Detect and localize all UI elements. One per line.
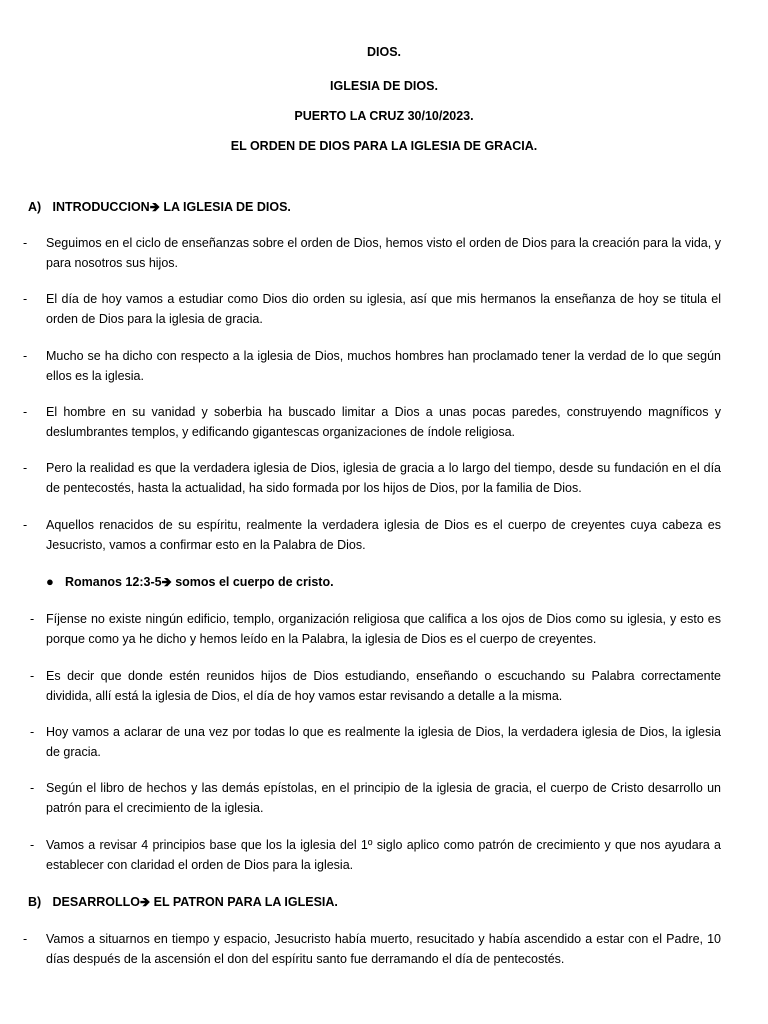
paragraph-11: Vamos a revisar 4 principios base que los la iglesia del 1º siglo aplico como patrón de crecimiento y que nos ayudara a establecer con claridad el orden de Dios para la iglesia. xyxy=(46,838,721,872)
bible-reference: Romanos 12:3-5 xyxy=(65,575,162,589)
section-b-letter: B) xyxy=(28,895,42,909)
section-b-title: DESARROLLO xyxy=(52,895,140,909)
dash-marker: - xyxy=(23,292,28,306)
dash-marker: - xyxy=(23,461,28,475)
paragraph-1: Seguimos en el ciclo de enseñanzas sobre el orden de Dios, hemos visto el orden de Dios para la creación para la vida, y para nosotros sus hijos. xyxy=(46,236,721,270)
paragraph-4: El hombre en su vanidad y soberbia ha buscado limitar a Dios a unas pocas paredes, construyendo magníficos y deslumbrantes templos, y edificando gigantescas organizaciones de índole religiosa. xyxy=(46,405,721,439)
paragraph-7: Fíjense no existe ningún edificio, templo, organización religiosa que califica a los ojos de Dios como su iglesia, y esto es porque como ya he dicho y hemos leído en la Palabra, la iglesia de Dios es el cuerpo de creyentes. xyxy=(46,612,721,646)
dash-marker: - xyxy=(30,669,35,683)
dash-marker: - xyxy=(23,932,28,946)
arrow-right-icon: 🡺 xyxy=(149,199,160,214)
paragraph-12: Vamos a situarnos en tiempo y espacio, Jesucristo había muerto, resucitado y había ascendido a estar con el Padre, 10 días después de la ascensión el don del espíritu santo fue derramando el día de pentecostés. xyxy=(46,932,721,966)
bible-reference-bullet xyxy=(46,574,334,590)
dash-marker: - xyxy=(23,518,28,532)
paragraph-5: Pero la realidad es que la verdadera iglesia de Dios, iglesia de gracia a lo largo del tiempo, desde su fundación en el día de pentecostés, hasta la actualidad, ha sido formada por los hijos de Dios, por la familia de Dios. xyxy=(46,461,721,495)
dash-marker: - xyxy=(23,349,28,363)
dash-marker: - xyxy=(30,612,35,626)
paragraph-10: Según el libro de hechos y las demás epístolas, en el principio de la iglesia de gracia, el cuerpo de Cristo desarrollo un patrón para el crecimiento de la iglesia. xyxy=(46,781,721,815)
bible-reference-text: somos el cuerpo de cristo. xyxy=(171,575,334,589)
dash-marker: - xyxy=(30,725,35,739)
header-line-3: PUERTO LA CRUZ 30/10/2023. xyxy=(294,109,474,123)
arrow-right-icon: 🡺 xyxy=(139,894,151,909)
dash-marker: - xyxy=(23,405,28,419)
section-a-letter: A) xyxy=(28,200,42,214)
bullet-icon: ● xyxy=(46,574,54,589)
paragraph-8: Es decir que donde estén reunidos hijos de Dios estudiando, enseñando o escuchando su Palabra correctamente dividida, allí está la iglesia de Dios, el día de hoy vamos estar revisando a detalle a la misma. xyxy=(46,669,721,703)
header-line-1: DIOS. xyxy=(366,45,402,59)
section-a-heading xyxy=(28,199,291,215)
arrow-right-icon: 🡺 xyxy=(161,574,172,589)
section-b-subtitle: EL PATRON PARA LA IGLESIA. xyxy=(150,895,338,909)
paragraph-2: El día de hoy vamos a estudiar como Dios dio orden su iglesia, así que mis hermanos la enseñanza de hoy se titula el orden de Dios para la iglesia de gracia. xyxy=(46,292,721,326)
dash-marker: - xyxy=(30,781,35,795)
dash-marker: - xyxy=(23,236,28,250)
section-a-title: INTRODUCCION xyxy=(52,200,150,214)
section-a-subtitle: LA IGLESIA DE DIOS. xyxy=(159,200,291,214)
paragraph-9: Hoy vamos a aclarar de una vez por todas lo que es realmente la iglesia de Dios, la verdadera iglesia de Dios, la iglesia de gracia. xyxy=(46,725,721,759)
dash-marker: - xyxy=(30,838,35,852)
paragraph-6: Aquellos renacidos de su espíritu, realmente la verdadera iglesia de Dios es el cuerpo de creyentes cuya cabeza es Jesucristo, vamos a confirmar esto en la Palabra de Dios. xyxy=(46,518,721,552)
header-line-4: EL ORDEN DE DIOS PARA LA IGLESIA DE GRACIA. xyxy=(230,139,538,153)
section-b-heading xyxy=(28,894,338,910)
paragraph-3: Mucho se ha dicho con respecto a la iglesia de Dios, muchos hombres han proclamado tener la verdad de lo que según ellos es la iglesia. xyxy=(46,349,721,383)
header-line-2: IGLESIA DE DIOS. xyxy=(330,79,438,93)
